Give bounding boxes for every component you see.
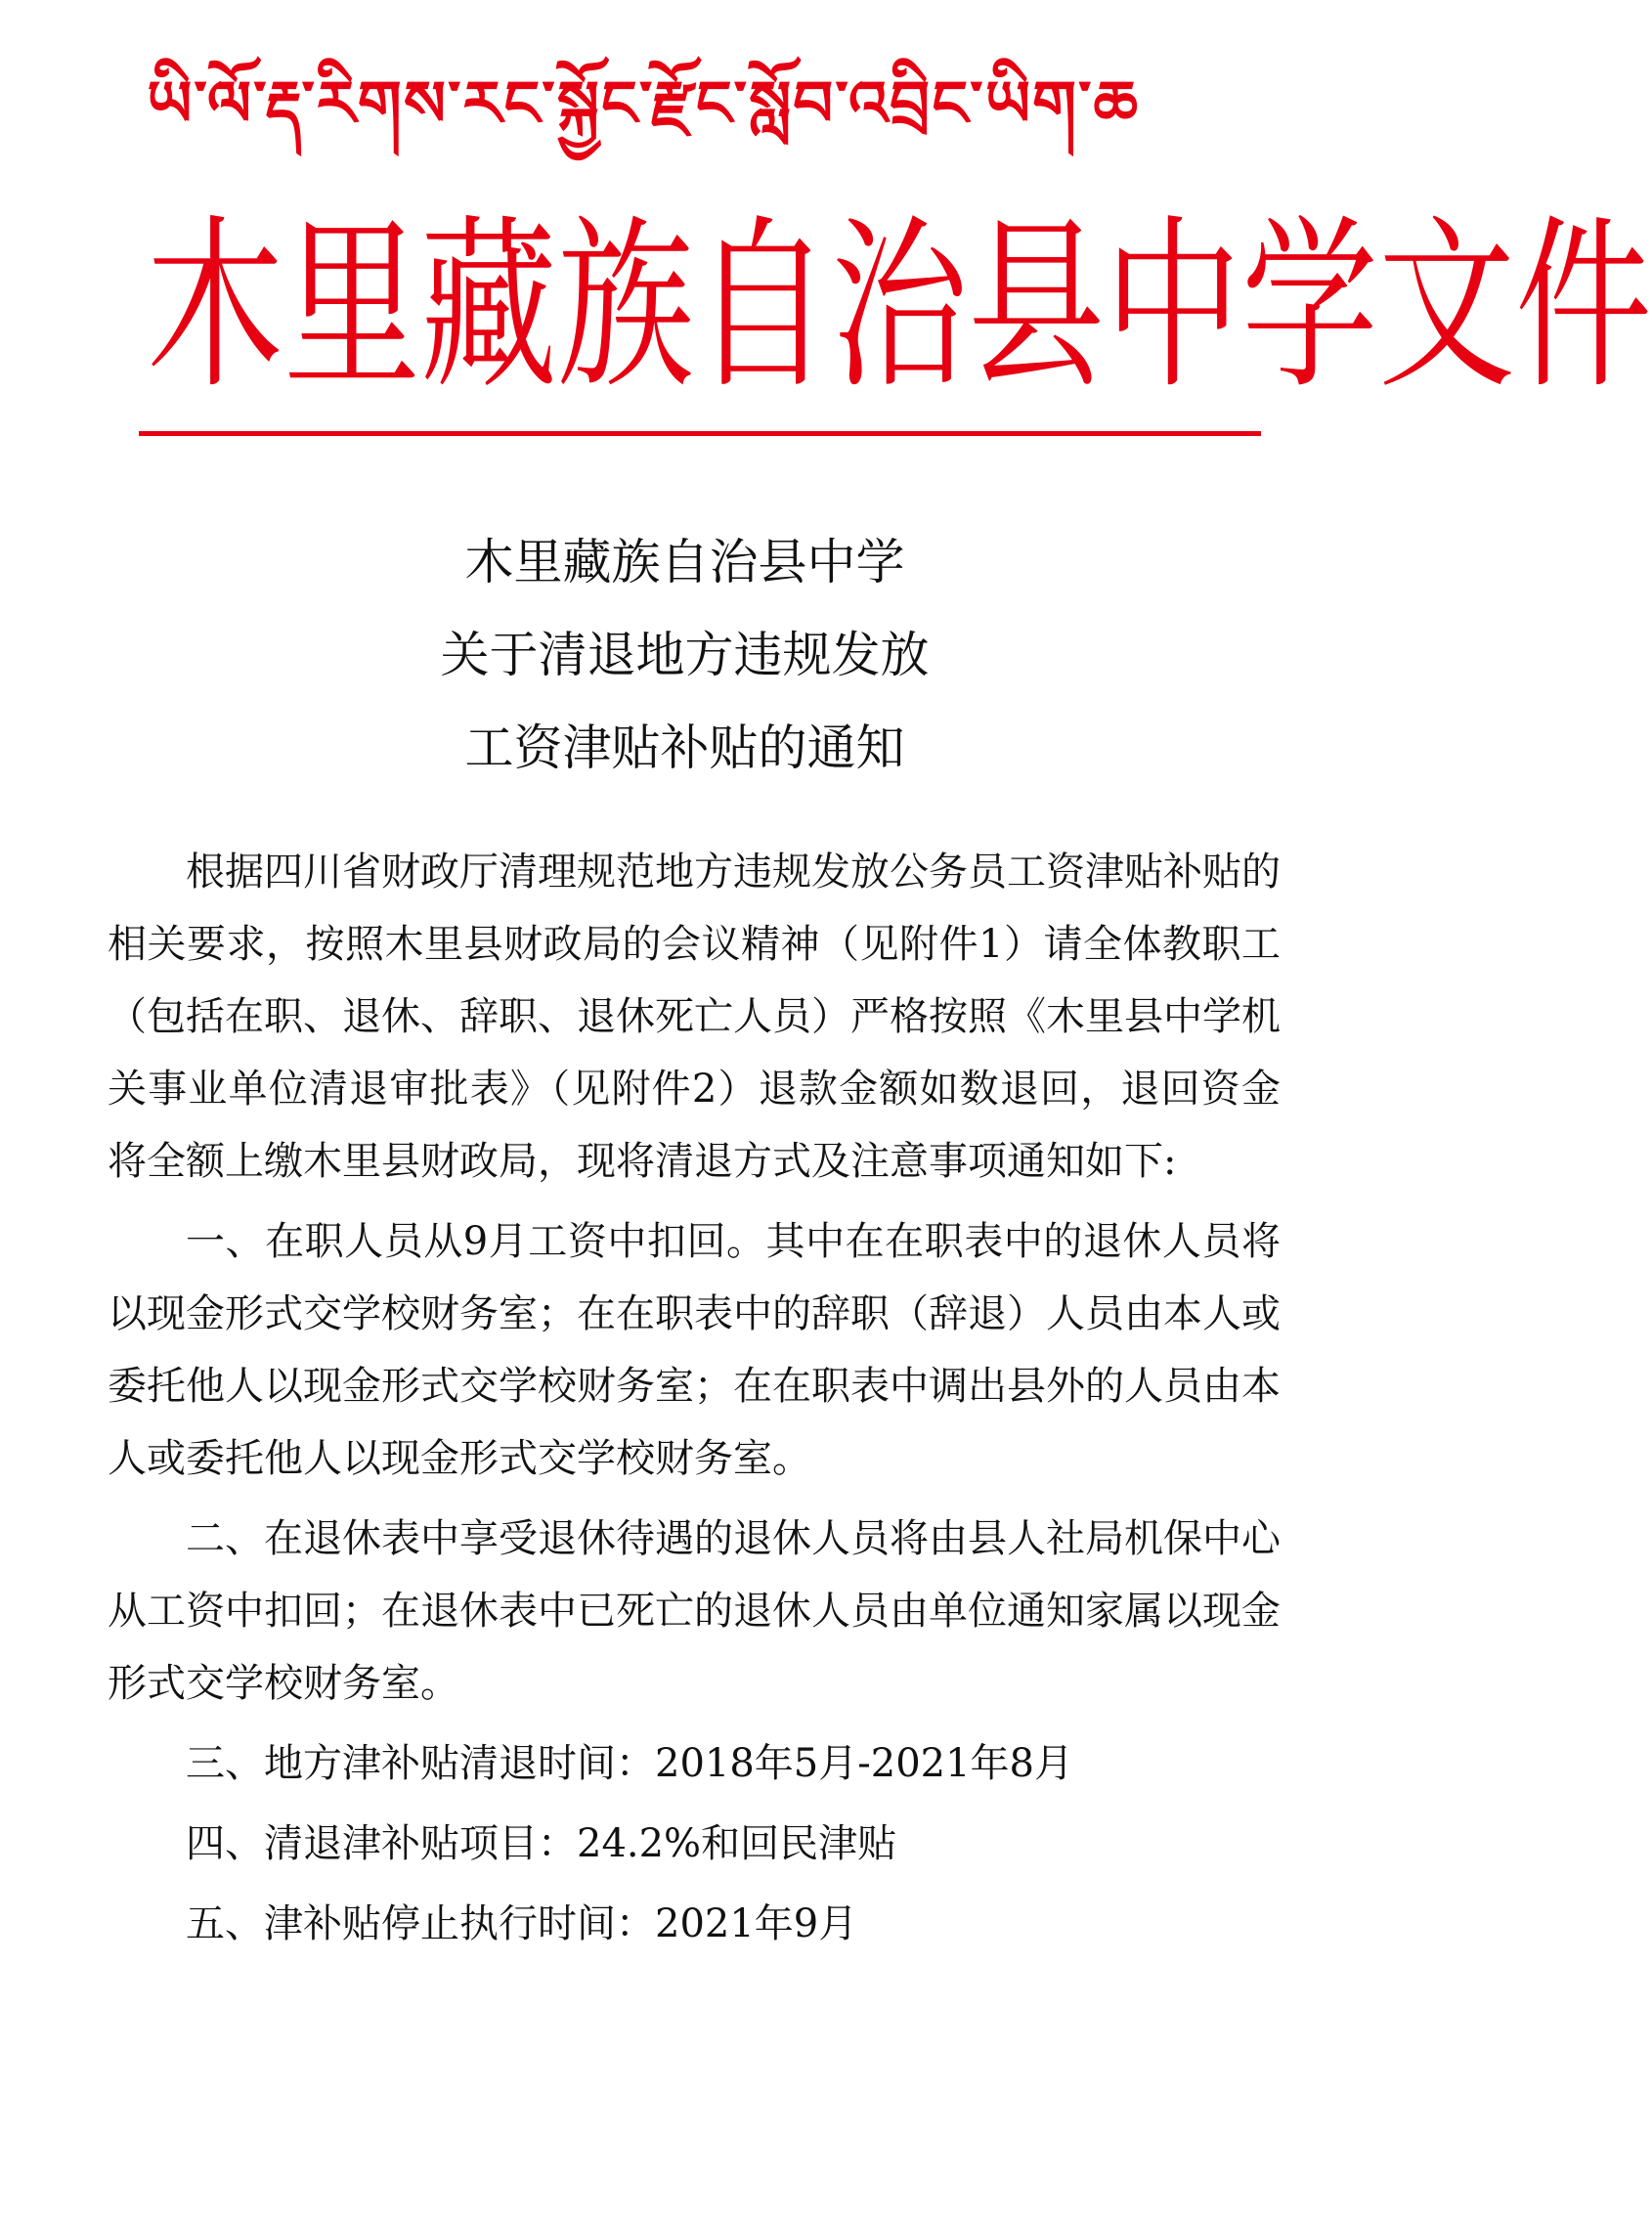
document-title-line-2: 关于清退地方违规发放 — [440, 627, 930, 683]
item-1-paragraph: 一、在职人员从9月工资中扣回。其中在在职表中的退休人员将以现金形式交学校财务室；在在职表中的辞职（辞退）人员由本人或委托他人以现金形式交学校财务室；在在职表中调出县外的人员由本人或委托他人以现金形式交学校财务室。 — [108, 1219, 1281, 1481]
document-title-line-3: 工资津贴补贴的通知 — [464, 720, 905, 776]
item-4-paragraph: 四、清退津补贴项目：24.2%和回民津贴 — [186, 1821, 897, 1866]
intro-paragraph: 根据四川省财政厅清理规范地方违规发放公务员工资津贴补贴的相关要求，按照木里县财政局的会议精神（见附件1）请全体教职工（包括在职、退休、辞职、退休死亡人员）严格按照《木里县中学机关事业单位清退审批表》（见附件2）退款金额如数退回，退回资金将全额上缴木里县财政局，现将清退方式及注意事项通知如下: — [108, 850, 1281, 1184]
red-divider-line — [139, 431, 1261, 436]
red-header-title: 木里藏族自治县中学文件 — [147, 199, 1652, 415]
item-3-paragraph: 三、地方津补贴清退时间：2018年5月-2021年8月 — [186, 1741, 1074, 1786]
item-5-paragraph: 五、津补贴停止执行时间：2021年9月 — [186, 1901, 858, 1946]
item-2-paragraph: 二、在退休表中享受退休待遇的退休人员将由县人社局机保中心从工资中扣回；在退休表中已死亡的退休人员由单位通知家属以现金形式交学校财务室。 — [108, 1516, 1281, 1706]
document-body — [108, 836, 1281, 1960]
document-title-line-1: 木里藏族自治县中学 — [464, 534, 905, 590]
tibetan-header: ཡི་ལོ་རྡ་རིགས་རང་སྐྱོང་རྫོང་སློབ་འབྲིང་ཡིག་ཆ — [147, 68, 1141, 141]
